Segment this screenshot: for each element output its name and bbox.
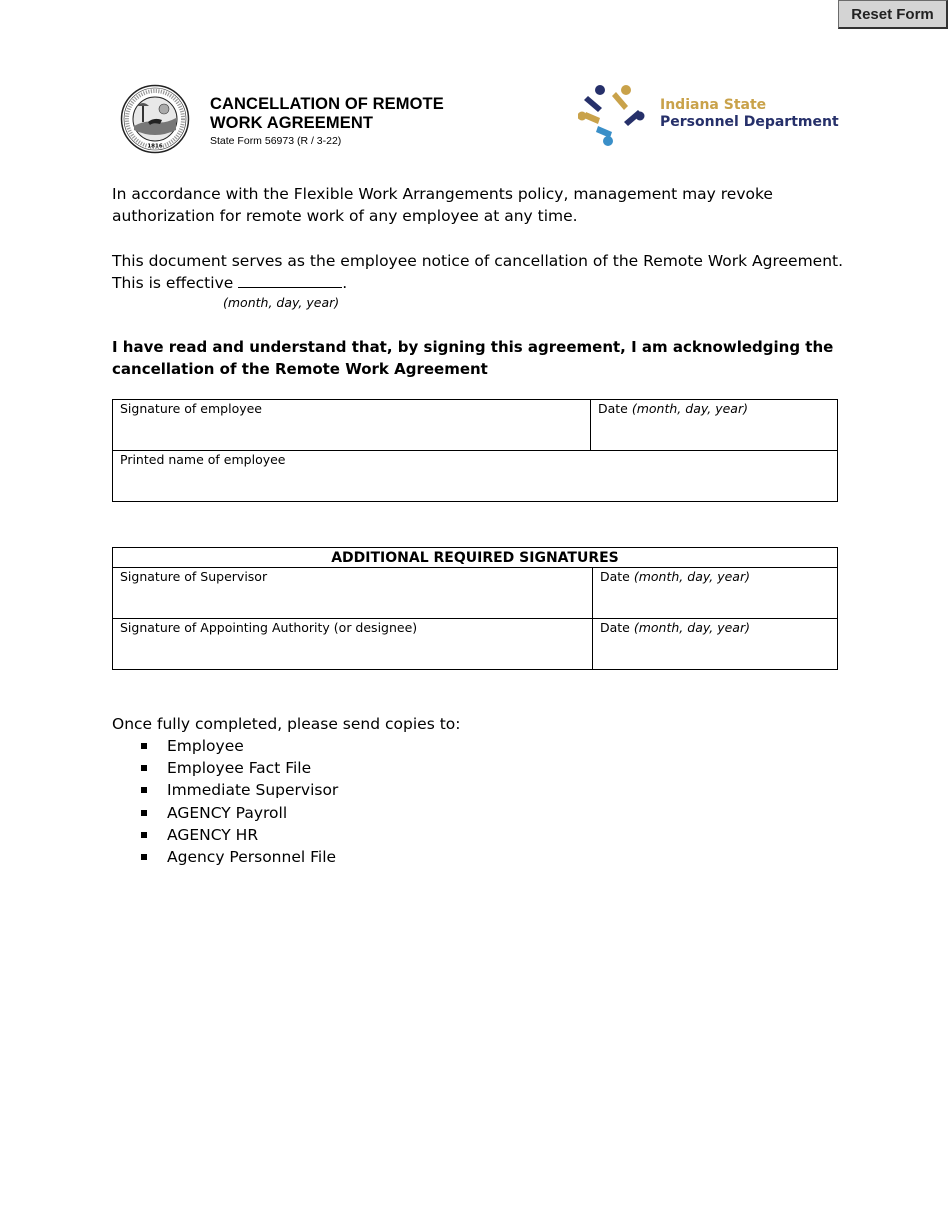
policy-paragraph: In accordance with the Flexible Work Arrangements policy, management may revoke authorization for remote work of any employee at any time. xyxy=(112,185,773,225)
notice-paragraph xyxy=(112,250,852,294)
authority-signature-label: Signature of Appointing Authority (or designee) xyxy=(120,620,418,635)
authority-date-field[interactable] xyxy=(593,619,838,670)
supervisor-date-field[interactable] xyxy=(593,568,838,619)
printed-name-field[interactable] xyxy=(113,451,838,502)
acknowledgement-statement: I have read and understand that, by signing this agreement, I am acknowledging the cancellation of the Remote Work Agreement xyxy=(112,338,834,378)
employee-signature-field[interactable] xyxy=(113,400,591,451)
form-number: State Form 56973 (R / 3-22) xyxy=(210,135,342,147)
effective-date-field[interactable] xyxy=(238,273,342,288)
personnel-department-logo-icon xyxy=(578,82,648,148)
employee-date-hint: (month, day, year) xyxy=(631,401,748,416)
logo-line2: Personnel Department xyxy=(660,114,839,130)
bullet-icon xyxy=(141,743,147,749)
logo-line1: Indiana State xyxy=(660,97,767,113)
supervisor-signature-field[interactable] xyxy=(113,568,593,619)
authority-signature-field[interactable] xyxy=(113,619,593,670)
employee-date-field[interactable] xyxy=(591,400,838,451)
supervisor-date-hint: (month, day, year) xyxy=(633,569,750,584)
printed-name-label: Printed name of employee xyxy=(120,452,286,467)
employee-signature-label: Signature of employee xyxy=(120,401,262,416)
bullet-icon xyxy=(141,854,147,860)
list-item: AGENCY Payroll xyxy=(140,802,338,824)
bullet-icon xyxy=(141,787,147,793)
authority-date-label: Date xyxy=(600,620,634,635)
additional-signatures-header: ADDITIONAL REQUIRED SIGNATURES xyxy=(113,548,838,568)
effective-date-hint: (month, day, year) xyxy=(223,295,340,310)
list-item: Immediate Supervisor xyxy=(140,779,338,801)
notice-text: This document serves as the employee notice of cancellation of the Remote Work Agreement. xyxy=(112,252,844,270)
seal-year: 1816 xyxy=(147,143,163,150)
effective-prefix: This is effective xyxy=(112,274,239,292)
list-item: Employee xyxy=(140,735,338,757)
supervisor-signature-label: Signature of Supervisor xyxy=(120,569,268,584)
list-item: Agency Personnel File xyxy=(140,846,338,868)
supervisor-date-label: Date xyxy=(600,569,634,584)
effective-line xyxy=(112,272,852,294)
additional-signatures-table xyxy=(112,547,838,670)
form-title-line1: CANCELLATION OF REMOTE xyxy=(210,95,444,113)
effective-suffix: . xyxy=(342,274,348,292)
reset-form-button[interactable]: Reset Form xyxy=(838,0,948,29)
personnel-department-logo-text xyxy=(660,97,839,131)
bullet-icon xyxy=(141,810,147,816)
list-item: AGENCY HR xyxy=(140,824,338,846)
bullet-icon xyxy=(141,765,147,771)
employee-date-label: Date xyxy=(598,401,632,416)
distribution-intro: Once fully completed, please send copies to: xyxy=(112,715,461,733)
form-title-line2: WORK AGREEMENT xyxy=(210,114,374,132)
bullet-icon xyxy=(141,832,147,838)
form-title-block xyxy=(210,95,444,147)
indiana-state-seal xyxy=(120,84,190,154)
employee-signature-table xyxy=(112,399,838,502)
list-item: Employee Fact File xyxy=(140,757,338,779)
distribution-list xyxy=(140,735,338,868)
authority-date-hint: (month, day, year) xyxy=(633,620,750,635)
